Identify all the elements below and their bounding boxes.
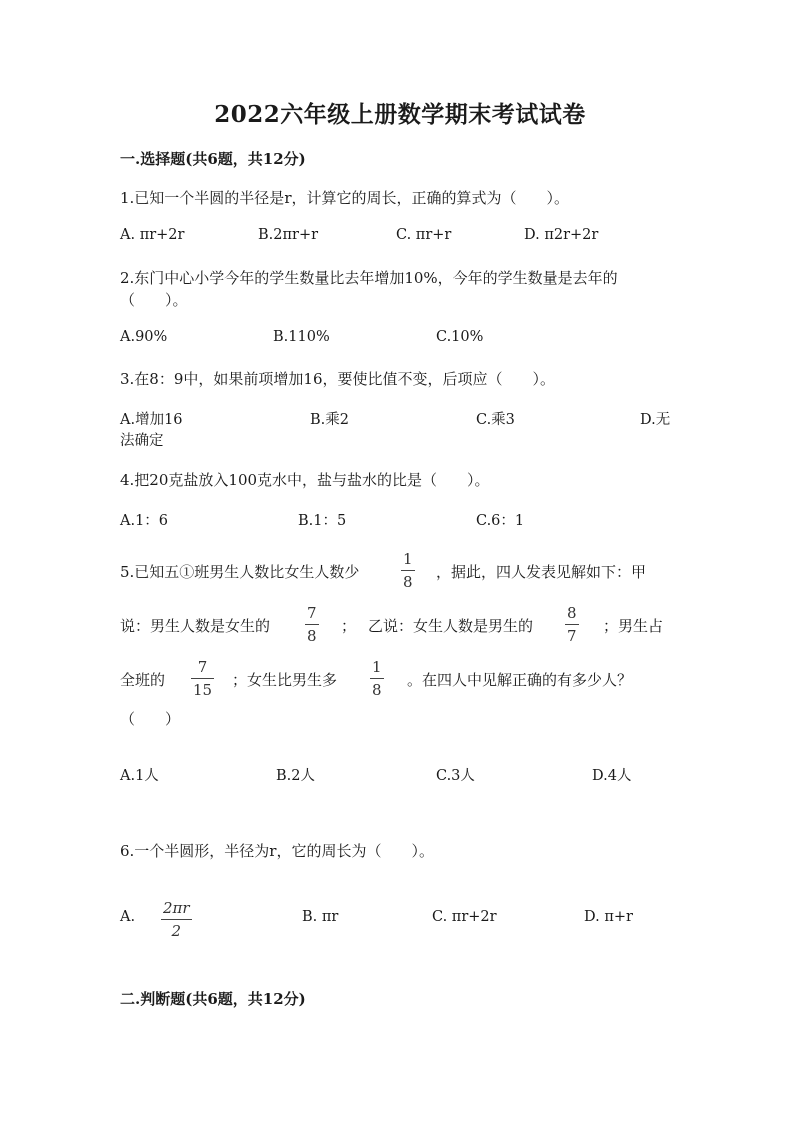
fraction-numerator: 7 xyxy=(197,658,208,676)
question-6-option-b: B. πr xyxy=(302,909,339,925)
question-5-text-part7: 全班的 xyxy=(120,671,166,689)
question-5-text-part4: ； xyxy=(341,617,357,635)
question-1-option-c: C. πr+r xyxy=(396,227,452,243)
question-5-option-c: C.3人 xyxy=(436,768,475,784)
fraction-seven-fifteenths xyxy=(191,660,214,698)
fraction-bar xyxy=(370,678,384,679)
fraction-eight-sevenths xyxy=(565,606,579,644)
fraction-denominator: 15 xyxy=(193,681,213,699)
question-5-option-b: B.2人 xyxy=(276,768,315,784)
fraction-numerator: 8 xyxy=(567,604,577,622)
question-3-option-b: B.乘2 xyxy=(310,412,349,428)
section-heading-judgement: 二.判断题(共6题，共12分) xyxy=(120,990,306,1008)
question-4-option-a: A.1：6 xyxy=(120,513,169,529)
question-3-option-d: D.无 xyxy=(640,412,671,428)
question-2-option-c: C.10% xyxy=(436,329,484,345)
question-6-text: 6.一个半圆形，半径为r，它的周长为（ ）。 xyxy=(120,842,434,860)
question-4-text: 4.把20克盐放入100克水中，盐与盐水的比是（ ）。 xyxy=(120,471,490,489)
fraction-bar xyxy=(401,570,415,571)
question-3-option-a: A.增加16 xyxy=(120,412,183,428)
question-5-text-part9: 。在四人中见解正确的有多少人？ xyxy=(407,671,633,689)
question-4-option-b: B.1：5 xyxy=(298,513,347,529)
fraction-denominator: 8 xyxy=(372,681,382,699)
question-5-text-part1: 5.已知五①班男生人数比女生人数少 xyxy=(120,563,360,581)
fraction-numerator: 1 xyxy=(372,658,382,676)
fraction-numerator: 2πr xyxy=(163,899,190,917)
fraction-bar xyxy=(305,624,319,625)
question-6-option-c: C. πr+2r xyxy=(432,909,497,925)
question-6-option-d: D. π+r xyxy=(584,909,633,925)
page-title: 2022六年级上册数学期末考试试卷 xyxy=(214,101,586,128)
fraction-denominator: 2 xyxy=(171,922,182,940)
fraction-bar xyxy=(565,624,579,625)
question-2-text-line1: 2.东门中心小学今年的学生数量比去年增加10%，今年的学生数量是去年的 xyxy=(120,269,618,287)
question-1-text: 1.已知一个半圆的半径是r，计算它的周长，正确的算式为（ ）。 xyxy=(120,189,569,207)
fraction-numerator: 1 xyxy=(403,550,413,568)
question-3-option-d-continued: 法确定 xyxy=(120,433,164,449)
question-1-option-d: D. π2r+2r xyxy=(524,227,599,243)
fraction-numerator: 7 xyxy=(307,604,317,622)
question-5-option-a: A.1人 xyxy=(120,768,159,784)
fraction-denominator: 7 xyxy=(567,627,577,645)
fraction-seven-eighths xyxy=(305,606,319,644)
question-2-option-a: A.90% xyxy=(120,329,168,345)
question-1-option-b: B.2πr+r xyxy=(258,227,319,243)
question-5-option-d: D.4人 xyxy=(592,768,632,784)
section-heading-choice: 一.选择题(共6题，共12分) xyxy=(120,150,306,168)
fraction-denominator: 8 xyxy=(307,627,317,645)
fraction-bar xyxy=(161,919,192,920)
question-2-text-line2: （ ）。 xyxy=(120,291,188,309)
question-5-text-part2: ，据此，四人发表见解如下：甲 xyxy=(436,563,647,581)
question-6-option-a: A. xyxy=(120,909,136,925)
fraction-one-eighth xyxy=(401,552,415,590)
question-1-option-a: A. πr+2r xyxy=(120,227,185,243)
question-5-text-part5: 乙说：女生人数是男生的 xyxy=(368,617,534,635)
fraction-bar xyxy=(191,678,214,679)
question-5-text-part6: ；男生占 xyxy=(603,617,664,635)
question-3-option-c: C.乘3 xyxy=(476,412,515,428)
fraction-two-pi-r-over-two xyxy=(161,901,192,939)
question-4-option-c: C.6：1 xyxy=(476,513,525,529)
question-5-text-part8: ；女生比男生多 xyxy=(232,671,338,689)
question-5-text-part3: 说：男生人数是女生的 xyxy=(120,617,271,635)
fraction-one-eighth-second xyxy=(370,660,384,698)
question-2-option-b: B.110% xyxy=(273,329,330,345)
question-5-text-part10: （ ） xyxy=(120,710,181,728)
fraction-denominator: 8 xyxy=(403,573,413,591)
question-3-text: 3.在8：9中，如果前项增加16，要使比值不变，后项应（ ）。 xyxy=(120,370,555,388)
